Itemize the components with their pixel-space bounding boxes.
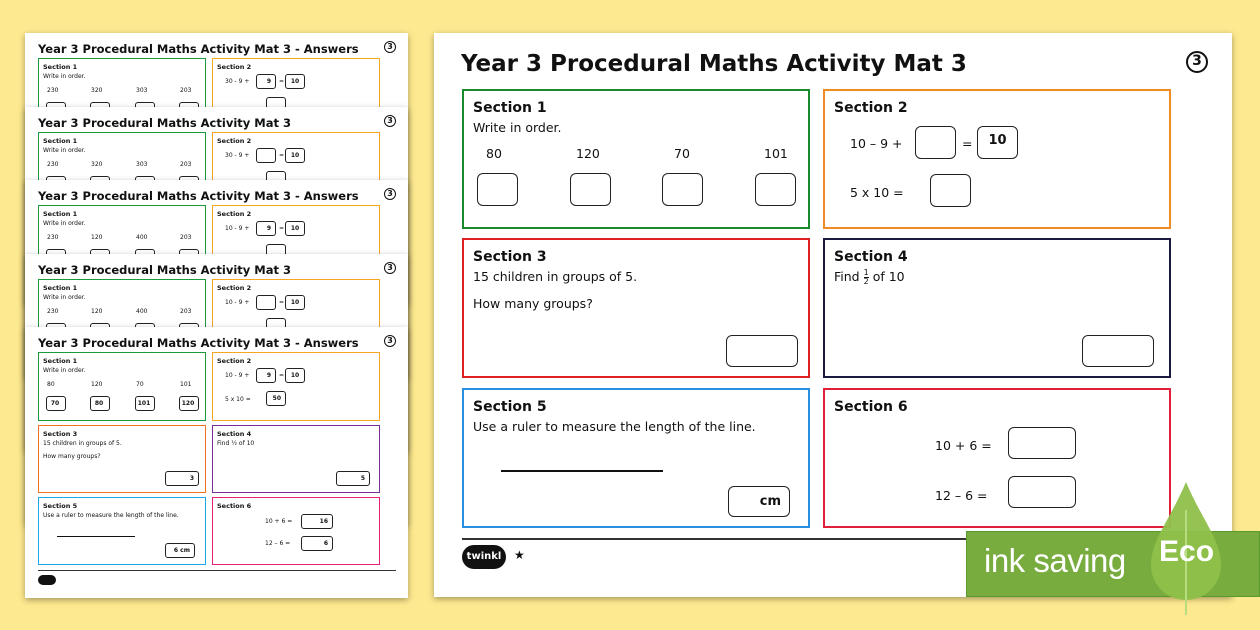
eco-label: Eco bbox=[1159, 535, 1215, 568]
section-1 bbox=[462, 89, 810, 229]
result-box: 10 bbox=[285, 295, 305, 310]
twinkl-logo: twinkl bbox=[462, 545, 506, 569]
section-4 bbox=[823, 238, 1171, 378]
number: 203 bbox=[180, 308, 192, 315]
equation: 10 + 6 = bbox=[935, 438, 992, 453]
number: 400 bbox=[136, 234, 148, 241]
answer-box: 9 bbox=[256, 368, 276, 383]
section-2: Section 2 10 - 9 + = 10 bbox=[212, 279, 380, 348]
sheet-title: Year 3 Procedural Maths Activity Mat 3 - Answers bbox=[38, 189, 359, 203]
answer-box: 3 bbox=[165, 471, 199, 486]
section-2: Section 2 10 - 9 + 9 = 10 bbox=[212, 205, 380, 274]
instruction: Write in order. bbox=[473, 120, 562, 135]
number: 203 bbox=[180, 234, 192, 241]
section-5 bbox=[462, 388, 810, 528]
section-heading: Section 4 bbox=[834, 249, 908, 265]
question: Find $\frac{1}{2}$ of 10 bbox=[834, 268, 905, 286]
result-box: 10 bbox=[285, 221, 305, 236]
number: 80 bbox=[47, 381, 55, 388]
sheet-title: Year 3 Procedural Maths Activity Mat 3 bbox=[38, 116, 291, 130]
section-1: Section 1 Write in order. 230 320 303 203 bbox=[38, 58, 206, 127]
section-2: Section 2 10 - 9 + 9 = 10 5 x 10 = 50 bbox=[212, 352, 380, 421]
number: 320 bbox=[91, 161, 103, 168]
page-number-badge: 3 bbox=[384, 188, 396, 200]
answer-box: 101 bbox=[135, 396, 155, 411]
answer-box[interactable] bbox=[662, 173, 703, 206]
number: 230 bbox=[47, 234, 59, 241]
answer-box[interactable] bbox=[570, 173, 611, 206]
answer-box: 80 bbox=[90, 396, 110, 411]
answer-box[interactable] bbox=[1008, 427, 1076, 459]
equals: = bbox=[962, 136, 973, 151]
equation: 12 – 6 = bbox=[935, 488, 988, 503]
answer-box: 9 bbox=[256, 221, 276, 236]
equation: 5 x 10 = bbox=[850, 185, 904, 200]
main-worksheet bbox=[434, 33, 1232, 597]
section-heading: Section 2 bbox=[834, 100, 908, 116]
number: 203 bbox=[180, 161, 192, 168]
answer-box[interactable] bbox=[477, 173, 518, 206]
section-heading: Section 6 bbox=[834, 399, 908, 415]
section-heading: Section 1 bbox=[473, 100, 547, 116]
equation: 10 – 9 + bbox=[850, 136, 903, 151]
section-1: Section 1 Write in order. 230 120 400 203 bbox=[38, 279, 206, 348]
question: 15 children in groups of 5. bbox=[473, 269, 638, 284]
section-1: Section 1 Write in order. 80 70 120 80 70 101 101 120 bbox=[38, 352, 206, 421]
answer-box[interactable]: cm bbox=[728, 486, 790, 517]
section-5: Section 5 Use a ruler to measure the length of the line. 6 cm bbox=[38, 497, 206, 565]
sheet-title: Year 3 Procedural Maths Activity Mat 3 - Answers bbox=[38, 42, 359, 56]
number: 320 bbox=[91, 87, 103, 94]
answer-box[interactable] bbox=[930, 174, 971, 207]
section-6 bbox=[823, 388, 1171, 528]
number: 120 bbox=[576, 146, 600, 161]
section-3: Section 3 15 children in groups of 5. How many groups? 3 bbox=[38, 425, 206, 493]
number: 303 bbox=[136, 87, 148, 94]
number: 101 bbox=[180, 381, 192, 388]
answer-box: 6 bbox=[301, 536, 333, 551]
measure-line bbox=[501, 470, 663, 472]
number: 203 bbox=[180, 87, 192, 94]
answer-box bbox=[256, 295, 276, 310]
section-2 bbox=[823, 89, 1171, 229]
answer-box[interactable] bbox=[755, 173, 796, 206]
result-box: 10 bbox=[285, 148, 305, 163]
answer-box: 70 bbox=[46, 396, 66, 411]
star-icon: ★ bbox=[514, 548, 525, 562]
instruction: Use a ruler to measure the length of the line. bbox=[473, 419, 756, 434]
page-number-badge: 3 bbox=[384, 115, 396, 127]
number: 120 bbox=[91, 308, 103, 315]
answer-box bbox=[256, 148, 276, 163]
result-box: 10 bbox=[977, 126, 1018, 159]
answer-box[interactable] bbox=[1008, 476, 1076, 508]
section-6: Section 6 10 + 6 = 16 12 – 6 = 6 bbox=[212, 497, 380, 565]
section-heading: Section 5 bbox=[473, 399, 547, 415]
section-2: Section 2 30 - 9 + = 10 bbox=[212, 132, 380, 201]
answer-box: 16 bbox=[301, 514, 333, 529]
answer-box: 50 bbox=[266, 391, 286, 406]
page-title: Year 3 Procedural Maths Activity Mat 3 bbox=[461, 51, 967, 77]
section-heading: Section 3 bbox=[473, 249, 547, 265]
section-1: Section 1 Write in order. 230 320 303 203 bbox=[38, 132, 206, 201]
answer-box[interactable] bbox=[726, 335, 798, 367]
number: 101 bbox=[764, 146, 788, 161]
answer-box[interactable] bbox=[1082, 335, 1154, 367]
result-box: 10 bbox=[285, 368, 305, 383]
badge-label: ink saving bbox=[984, 542, 1126, 579]
sheet-title: Year 3 Procedural Maths Activity Mat 3 - Answers bbox=[38, 336, 359, 350]
page-number-badge: 3 bbox=[1186, 51, 1208, 73]
number: 70 bbox=[136, 381, 144, 388]
answer-box: 6 cm bbox=[165, 543, 195, 558]
number: 80 bbox=[486, 146, 502, 161]
section-4: Section 4 Find ½ of 10 5 bbox=[212, 425, 380, 493]
number: 303 bbox=[136, 161, 148, 168]
eco-leaf-icon bbox=[1147, 480, 1225, 615]
number: 230 bbox=[47, 87, 59, 94]
sheet-title: Year 3 Procedural Maths Activity Mat 3 bbox=[38, 263, 291, 277]
number: 70 bbox=[674, 146, 690, 161]
twinkl-logo bbox=[38, 575, 56, 585]
number: 120 bbox=[91, 234, 103, 241]
answer-box: 9 bbox=[256, 74, 276, 89]
question: How many groups? bbox=[473, 296, 593, 311]
thumbnail-sheet[interactable] bbox=[25, 327, 408, 598]
footer-divider bbox=[38, 570, 396, 571]
number: 400 bbox=[136, 308, 148, 315]
page-number-badge: 3 bbox=[384, 335, 396, 347]
result-box: 10 bbox=[285, 74, 305, 89]
number: 230 bbox=[47, 308, 59, 315]
answer-box: 120 bbox=[179, 396, 199, 411]
section-1: Section 1 Write in order. 230 120 400 203 bbox=[38, 205, 206, 274]
number: 230 bbox=[47, 161, 59, 168]
answer-box[interactable] bbox=[915, 126, 956, 159]
number: 120 bbox=[91, 381, 103, 388]
answer-box: 5 bbox=[336, 471, 370, 486]
section-3 bbox=[462, 238, 810, 378]
page-number-badge: 3 bbox=[384, 262, 396, 274]
section-2: Section 2 30 - 9 + 9 = 10 bbox=[212, 58, 380, 127]
page-number-badge: 3 bbox=[384, 41, 396, 53]
